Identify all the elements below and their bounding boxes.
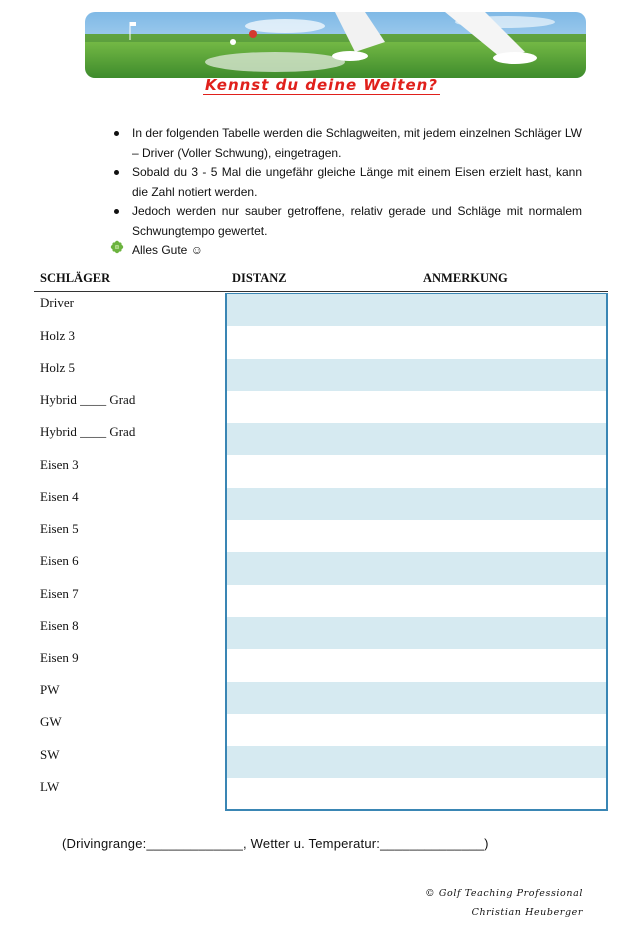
entry-row[interactable] xyxy=(227,746,606,778)
instruction-item: Sobald du 3 - 5 Mal die ungefähr gleiche Länge mit einem Eisen erzielt hast, kann die Zahl notiert werden. xyxy=(112,163,582,202)
credit-line-2: Christian Heuberger xyxy=(471,907,583,918)
club-label: Eisen 9 xyxy=(40,650,79,665)
header-divider xyxy=(34,291,608,292)
club-label: Eisen 6 xyxy=(40,553,79,568)
entry-row[interactable] xyxy=(227,423,606,455)
entry-row[interactable] xyxy=(227,359,606,391)
closing-line: Alles Gute ☺ xyxy=(112,241,582,261)
entry-row[interactable] xyxy=(227,617,606,649)
entry-row[interactable] xyxy=(227,714,606,746)
header-banner-image xyxy=(85,12,586,78)
club-label: Eisen 5 xyxy=(40,521,79,536)
instruction-item: In der folgenden Tabelle werden die Schlagweiten, mit jedem einzelnen Schläger LW – Driver (Voller Schwung), eingetragen. xyxy=(112,124,582,163)
entry-row[interactable] xyxy=(227,520,606,552)
entry-row[interactable] xyxy=(227,779,606,811)
club-label: PW xyxy=(40,682,60,697)
club-label: Holz 5 xyxy=(40,360,76,375)
club-label: Eisen 8 xyxy=(40,618,79,633)
club-label: Holz 3 xyxy=(40,328,76,343)
entry-row[interactable] xyxy=(227,456,606,488)
club-label: Driver xyxy=(40,295,74,310)
instruction-list xyxy=(112,124,582,261)
bullet-icon xyxy=(114,209,119,214)
club-label: SW xyxy=(40,747,60,762)
bullet-icon xyxy=(114,170,119,175)
flower-bullet-icon xyxy=(110,240,124,254)
column-header-note: ANMERKUNG xyxy=(423,271,508,285)
club-label: Hybrid ____ Grad xyxy=(40,392,136,407)
club-label: Eisen 7 xyxy=(40,586,79,601)
instruction-item: Jedoch werden nur sauber getroffene, relativ gerade und Schläge mit normalem Schwungtempo gewertet. xyxy=(112,202,582,241)
club-label: LW xyxy=(40,779,60,794)
club-label: GW xyxy=(40,714,62,729)
drivingrange-weather-line: (Drivingrange:_____________, Wetter u. Temperatur:______________) xyxy=(62,836,489,851)
entry-row[interactable] xyxy=(227,391,606,423)
bullet-icon xyxy=(114,131,119,136)
entry-row[interactable] xyxy=(227,585,606,617)
entry-row[interactable] xyxy=(227,488,606,520)
club-label: Hybrid ____ Grad xyxy=(40,424,136,439)
column-header-club: SCHLÄGER xyxy=(40,271,111,285)
entry-row[interactable] xyxy=(227,649,606,681)
club-label: Eisen 3 xyxy=(40,457,79,472)
column-header-distance: DISTANZ xyxy=(232,271,287,285)
entry-row[interactable] xyxy=(227,682,606,714)
page-title: Kennst du deine Weiten? xyxy=(204,76,439,94)
credit-line-1: © Golf Teaching Professional xyxy=(425,888,583,899)
club-label: Eisen 4 xyxy=(40,489,79,504)
entry-row[interactable] xyxy=(227,326,606,358)
entry-grid xyxy=(225,294,608,811)
entry-row[interactable] xyxy=(227,294,606,326)
entry-row[interactable] xyxy=(227,552,606,584)
